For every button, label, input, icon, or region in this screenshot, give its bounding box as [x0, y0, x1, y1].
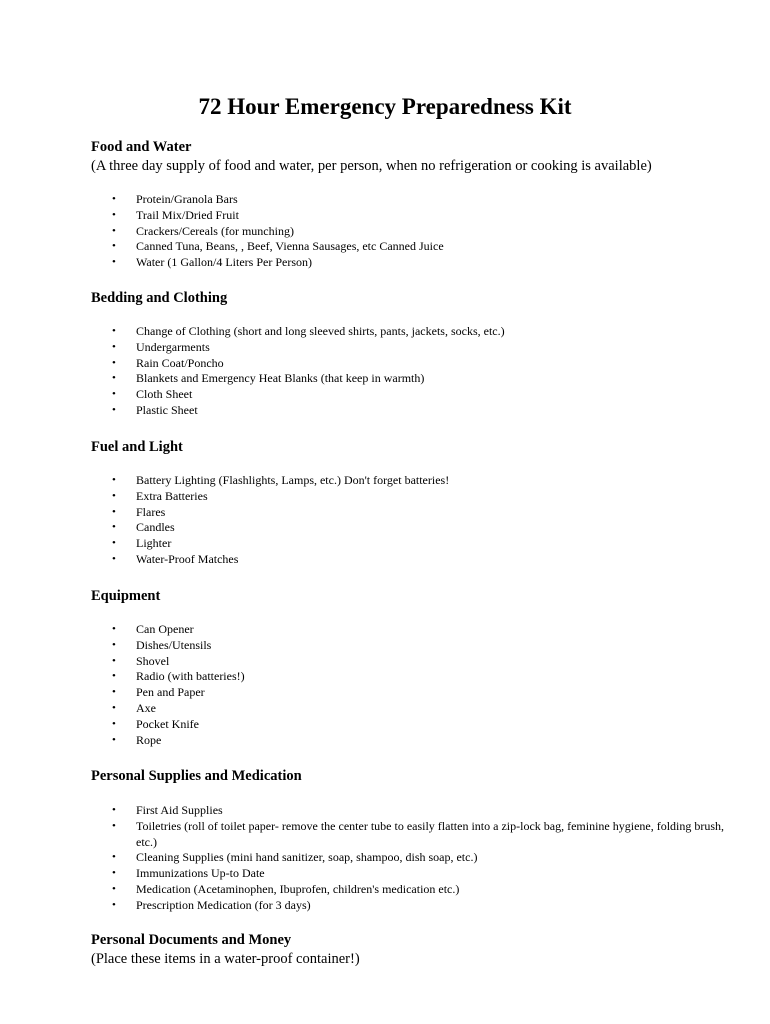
bullet-icon: • — [112, 489, 116, 502]
bullet-icon: • — [112, 340, 116, 353]
section-note: (Place these items in a water-proof container!) — [91, 951, 360, 967]
section-personal-supplies-and-medication — [91, 767, 731, 914]
bullet-icon: • — [112, 717, 116, 730]
bullet-icon: • — [112, 686, 116, 699]
bullet-icon: • — [112, 193, 116, 205]
item-list — [91, 803, 731, 914]
list-item: • Canned Tuna, Beans, , Beef, Vienna Sausages, etc Canned Juice — [112, 239, 444, 254]
item-list — [91, 324, 731, 419]
list-item: • Dishes/Utensils — [112, 637, 212, 652]
list-item: • Toiletries (roll of toilet paper- remove the center tube to easily flatten into a zip-lock bag, feminine hygiene, folding brush, etc.) — [112, 818, 725, 849]
list-item: • Flares — [112, 504, 166, 519]
list-item: • Radio (with batteries!) — [112, 669, 245, 684]
list-item: • Prescription Medication (for 3 days) — [112, 897, 311, 912]
list-item: • Candles — [112, 520, 175, 535]
page-title: 72 Hour Emergency Preparedness Kit — [198, 94, 572, 119]
bullet-icon: • — [112, 804, 116, 816]
list-item: • Axe — [112, 700, 156, 715]
bullet-icon: • — [112, 819, 116, 832]
section-heading: Personal Supplies and Medication — [91, 768, 302, 784]
list-item: • Trail Mix/Dried Fruit — [112, 207, 239, 222]
list-item: • Cleaning Supplies (mini hand sanitizer, soap, shampoo, dish soap, etc.) — [112, 850, 478, 865]
section-heading: Bedding and Clothing — [91, 290, 228, 306]
list-item: • Plastic Sheet — [112, 402, 198, 417]
list-item: • First Aid Supplies — [112, 803, 223, 817]
list-item: • Blankets and Emergency Heat Blanks (that keep in warmth) — [112, 371, 425, 386]
list-item: • Pen and Paper — [112, 685, 205, 700]
section-food-and-water — [91, 138, 731, 271]
bullet-icon: • — [112, 733, 116, 746]
bullet-icon: • — [112, 654, 116, 667]
section-equipment — [91, 587, 731, 748]
bullet-icon: • — [112, 623, 116, 635]
item-list — [91, 473, 731, 568]
list-item: • Shovel — [112, 653, 170, 668]
bullet-icon: • — [112, 256, 116, 269]
bullet-icon: • — [112, 552, 116, 565]
bullet-icon: • — [112, 388, 116, 401]
bullet-icon: • — [112, 867, 116, 880]
bullet-icon: • — [112, 898, 116, 911]
bullet-icon: • — [112, 851, 116, 864]
bullet-icon: • — [112, 240, 116, 253]
bullet-icon: • — [112, 670, 116, 683]
section-heading: Personal Documents and Money — [91, 932, 292, 948]
section-bedding-and-clothing — [91, 289, 731, 419]
list-item: • Extra Batteries — [112, 488, 208, 503]
list-item: • Lighter — [112, 536, 172, 551]
bullet-icon: • — [112, 701, 116, 714]
list-item: • Water (1 Gallon/4 Liters Per Person) — [112, 255, 312, 270]
bullet-icon: • — [112, 208, 116, 221]
section-heading: Equipment — [91, 588, 161, 604]
bullet-icon: • — [112, 882, 116, 895]
list-item: • Rope — [112, 732, 162, 747]
section-heading: Food and Water — [91, 139, 192, 155]
list-item: • Protein/Granola Bars — [112, 192, 238, 206]
list-item: • Pocket Knife — [112, 716, 199, 731]
list-item: • Cloth Sheet — [112, 387, 193, 402]
bullet-icon: • — [112, 372, 116, 385]
bullet-icon: • — [112, 224, 116, 237]
bullet-icon: • — [112, 505, 116, 518]
list-item: • Water-Proof Matches — [112, 551, 239, 566]
section-fuel-and-light — [91, 438, 731, 568]
bullet-icon: • — [112, 638, 116, 651]
section-personal-documents-and-money — [91, 931, 731, 968]
section-note: (A three day supply of food and water, per person, when no refrigeration or cooking is available) — [91, 158, 652, 174]
list-item: • Medication (Acetaminophen, Ibuprofen, children's medication etc.) — [112, 881, 460, 896]
list-item: • Rain Coat/Poncho — [112, 355, 224, 370]
bullet-icon: • — [112, 474, 116, 486]
section-heading: Fuel and Light — [91, 439, 183, 455]
bullet-icon: • — [112, 403, 116, 416]
list-item: • Crackers/Cereals (for munching) — [112, 223, 294, 238]
list-item: • Undergarments — [112, 339, 210, 354]
list-item: • Can Opener — [112, 622, 194, 636]
list-item: • Battery Lighting (Flashlights, Lamps, etc.) Don't forget batteries! — [112, 473, 450, 487]
item-list — [91, 622, 731, 748]
list-item: • Immunizations Up-to Date — [112, 866, 265, 881]
bullet-icon: • — [112, 521, 116, 534]
bullet-icon: • — [112, 537, 116, 550]
list-item: • Change of Clothing (short and long sleeved shirts, pants, jackets, socks, etc.) — [112, 324, 505, 338]
item-list — [91, 192, 731, 271]
bullet-icon: • — [112, 325, 116, 337]
bullet-icon: • — [112, 356, 116, 369]
